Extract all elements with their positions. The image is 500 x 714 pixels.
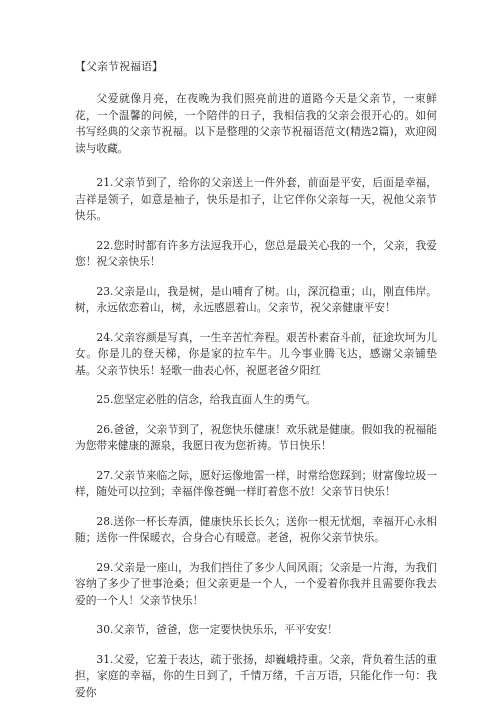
- wish-paragraph-26: 26.爸爸，父亲节到了，祝您快乐健康！欢乐就是健康。假如我的祝福能为您带来健康的源泉，我愿日夜为您祈祷。节日快乐！: [75, 422, 437, 452]
- wish-paragraph-23: 23.父亲是山，我是树，是山哺育了树。山，深沉稳重；山，刚直伟岸。树，永远依恋着山，树，永远感恩着山。父亲节，祝父亲健康平安！: [75, 284, 437, 314]
- wish-paragraph-30: 30.父亲节，爸爸，您一定要快快乐乐，平平安安！: [96, 623, 338, 636]
- wish-paragraph-22: 22.您时时都有许多方法逗我开心，您总是最关心我的一个，父亲，我爱您！祝父亲快乐！: [75, 238, 437, 268]
- article-heading: 【父亲节祝福语】: [75, 60, 163, 73]
- intro-paragraph: 父爱就像月亮，在夜晚为我们照亮前进的道路今天是父亲节，一束鲜花，一个温馨的问候，一个陪伴的日子，我相信我的父亲会很开心的。如何书写经典的父亲节祝福。以下是整理的父亲节祝福语范文(精选2篇)，欢迎阅读与收藏。: [75, 92, 437, 155]
- wish-paragraph-21: 21.父亲节到了，给你的父亲送上一件外套，前面是平安，后面是幸福，吉祥是领子，如意是袖子，快乐是扣子，让它伴你父亲每一天，祝他父亲节快乐。: [75, 176, 437, 222]
- wish-paragraph-29: 29.父亲是一座山，为我们挡住了多少人间风雨；父亲是一片海，为我们容纳了多少了世事沧桑；但父亲更是一个人，一个爱着你我并且需要你我去爱的一个人！父亲节快乐！: [75, 560, 437, 607]
- wish-paragraph-25: 25.您坚定必胜的信念，给我直面人生的勇气。: [96, 393, 317, 406]
- article-body: [75, 59, 437, 714]
- wish-paragraph-31: 31.父爱，它羞于表达，疏于张扬，却巍峨持重。父亲，背负着生活的重担，家庭的幸福，你的生日到了，千情万绪，千言万语，只能化作一句：我爱你: [75, 652, 437, 699]
- wish-paragraph-28: 28.送你一杯长寿酒，健康快乐长长久；送你一根无忧烟，幸福开心永相随；送你一件保暖衣，合身合心有暖意。老爸，祝你父亲节快乐。: [75, 514, 437, 544]
- wish-paragraph-24: 24.父亲容颜是写真，一生辛苦忙奔程。艰苦朴素奋斗前，征途坎坷为儿女。你是儿的登天梯，你是家的拉车牛。儿今事业腾飞达，感谢父亲铺垫基。父亲节快乐！轻歌一曲表心怀，祝愿老爸夕阳红: [75, 330, 437, 377]
- wish-paragraph-27: 27.父亲节来临之际，愿好运像地雷一样，时常给您踩到；财富像垃圾一样，随处可以拉到；幸福伴像苍蝇一样盯着您不放！父亲节日快乐！: [75, 468, 437, 498]
